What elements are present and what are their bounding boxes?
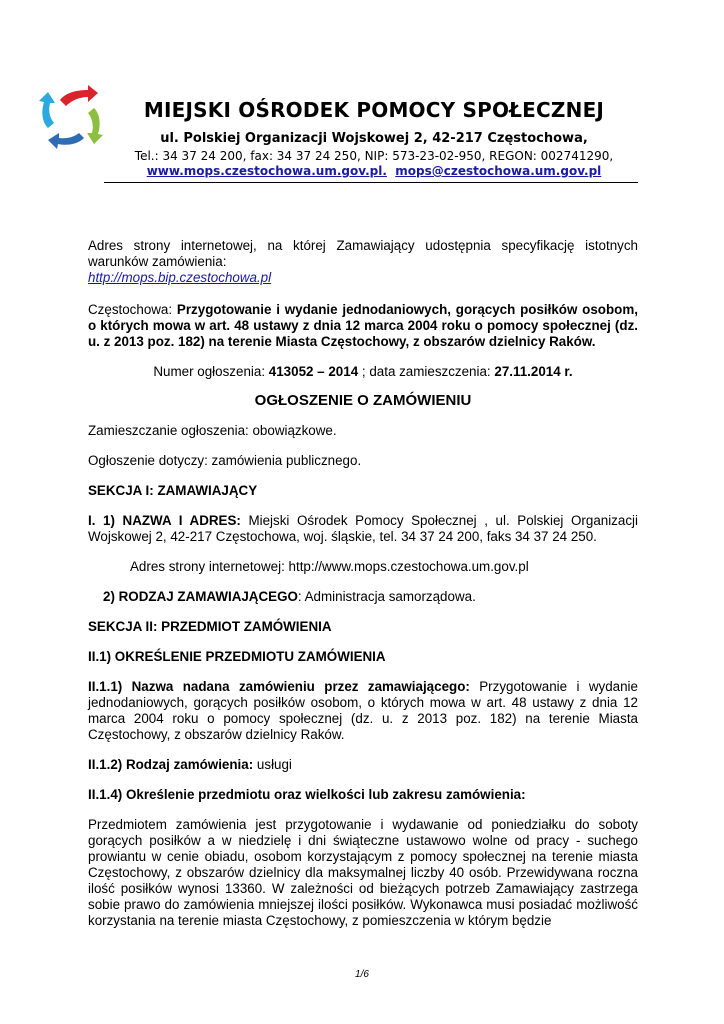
mandatory-line: Zamieszczanie ogłoszenia: obowiązkowe. [88,423,337,438]
header-divider [104,182,638,183]
buyer-type-label: 2) RODZAJ ZAMAWIAJĄCEGO [103,589,298,604]
buyer-type-line [88,589,638,605]
concerns-line: Ogłoszenie dotyczy: zamówienia publicznego. [88,453,362,468]
header-email-link[interactable]: mops@czestochowa.um.gov.pl [395,164,602,178]
section-2-heading: SEKCJA II: PRZEDMIOT ZAMÓWIENIA [88,619,332,634]
bip-link[interactable]: http://mops.bip.czestochowa.pl [88,270,272,285]
description-paragraph: Przedmiotem zamówienia jest przygotowanie i wydawanie od poniedziałku do soboty gorących posiłków a w niedzielę i dni świąteczne ustawowo wolne od pracy - suchego prowiantu w cenie obiadu, osobom korzystającym z pomocy społecznej na terenie miasta Częstochowy, z obszarów dzielnicy dla maksymalnej liczby 40 osób. Przewidywana roczna ilość posiłków wynosi 13360. W zależności od bieżących potrzeb Zamawiający zastrzega sobie prawo do zamówienia mniejszej ilości posiłków. Wykonawca musi posiadać możliwość korzystania na terenie miasta Częstochowy, z pomieszczenia w którym będzie [88,817,638,928]
subject-paragraph [88,302,638,350]
ii11-text: Przygotowanie i wydanie jednodaniowych, gorących posiłków osobom, o których mowa w art. 48 ustawy z dnia 12 marca 2004 roku o pomocy społecznej (dz. u. z 2013 poz. 182) na terenie Miasta Częstochowy, z obszarów dzielnicy Raków. [88,679,638,742]
header-website-link[interactable]: www.mops.czestochowa.um.gov.pl. [146,164,387,178]
subject-title: Przygotowanie i wydanie jednodaniowych, gorących posiłków osobom, o których mowa w art. 48 ustawy z dnia 12 marca 2004 roku o pomocy społecznej (dz. u. z 2013 poz. 182) na terenie Miasta Częstochowy, z obszarów dzielnicy Raków. [88,302,638,349]
name-address-text: Miejski Ośrodek Pomocy Społecznej , ul. Polskiej Organizacji Wojskowej 2, 42-217 Częstochowa, woj. śląskie, tel. 34 37 24 200, faks 34 37 24 250. [88,513,638,544]
buyer-type-text: : Administracja samorządowa. [297,589,476,604]
section-ii1-heading: II.1) OKREŚLENIE PRZEDMIOTU ZAMÓWIENIA [88,649,386,664]
notice-number-label: Numer ogłoszenia: [153,364,266,379]
logo-green-arrow [87,108,103,144]
page-number: 1/6 [355,969,369,980]
logo-cyan-arrow [39,92,55,128]
section-1-heading: SEKCJA I: ZAMAWIAJĄCY [88,483,258,498]
logo-blue-arrow [48,133,84,149]
header-title: MIEJSKI OŚRODEK POMOCY SPOŁECZNEJ [143,98,605,122]
notice-date-label: ; data zamieszczenia: [361,364,491,379]
notice-line [88,364,638,380]
ii11-paragraph [88,679,638,743]
header-links [104,164,644,178]
name-address-paragraph [88,513,638,545]
mops-logo-icon [38,82,106,150]
header-contact: Tel.: 34 37 24 200, fax: 34 37 24 250, NIP: 573-23-02-950, REGON: 002741290, [134,149,614,163]
ii12-line [88,757,638,773]
logo-red-arrow [60,85,98,106]
document-body [88,238,638,929]
website-line: Adres strony internetowej: http://www.mops.czestochowa.um.gov.pl [130,559,529,574]
header-address: ul. Polskiej Organizacji Wojskowej 2, 42-217 Częstochowa, [160,131,588,146]
notice-date: 27.11.2014 r. [494,364,573,379]
ii12-text: usługi [256,757,292,772]
intro-url-line [88,270,638,286]
subject-city: Częstochowa: [88,302,173,317]
intro-text: Adres strony internetowej, na której Zamawiający udostępnia specyfikację istotnych warunków zamówienia: [88,238,638,269]
ii11-label: II.1.1) Nazwa nadana zamówieniu przez zamawiającego: [88,679,470,694]
ii12-label: II.1.2) Rodzaj zamówienia: [88,757,254,772]
name-address-label: I. 1) NAZWA I ADRES: [88,513,241,528]
notice-heading: OGŁOSZENIE O ZAMÓWIENIU [254,392,472,409]
notice-number: 413052 – 2014 [268,364,359,379]
ii14-heading: II.1.4) Określenie przedmiotu oraz wielkości lub zakresu zamówienia: [88,787,526,802]
